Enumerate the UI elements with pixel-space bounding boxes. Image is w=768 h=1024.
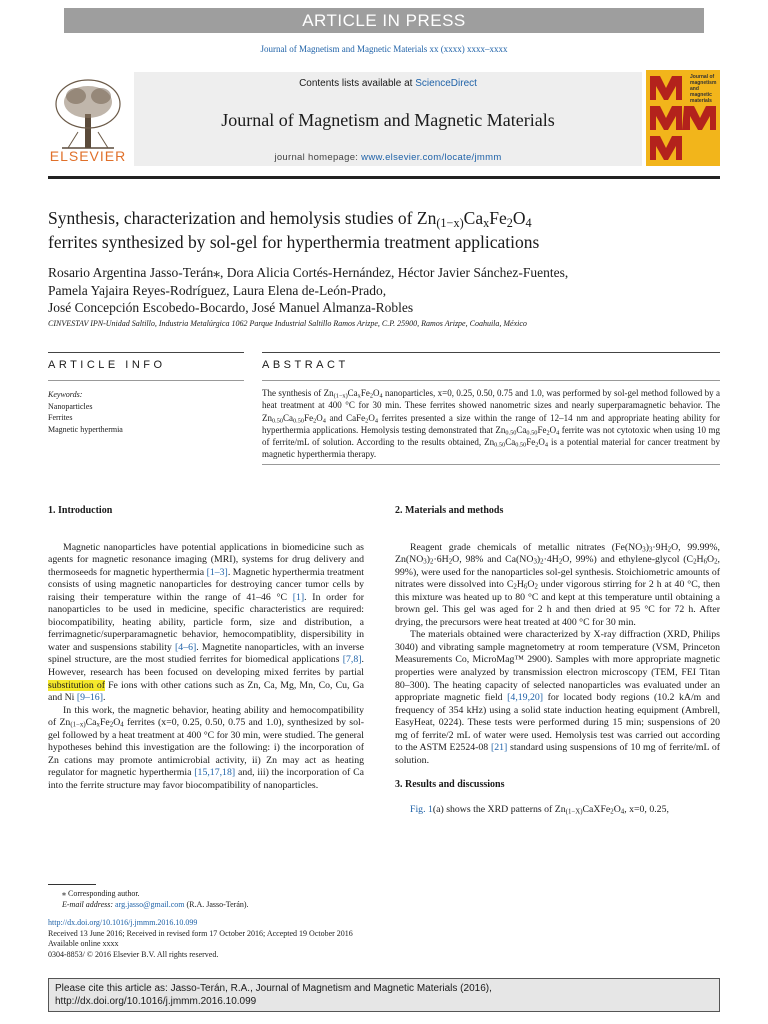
section-heading-introduction: 1. Introduction xyxy=(48,505,113,516)
authors-line[interactable]: Rosario Argentina Jasso-Terán⁎, Dora Alicia Cortés-Hernández, Héctor Javier Sánchez-Fuentes, xyxy=(48,265,569,280)
section-heading-results: 3. Results and discussions xyxy=(395,779,505,791)
results-paragraph-1: Fig. 1(a) shows the XRD patterns of $Zn_{(1-X)}CaXFe_2O_4$, x=0, 0.25, xyxy=(410,803,669,816)
keyword-item[interactable]: Nanoparticles xyxy=(48,401,93,411)
reference-link[interactable]: [15,17,18] xyxy=(194,767,236,779)
methods-paragraph-2: The materials obtained were characterized by X-ray diffraction (XRD, Philips 3040) and vibrating sample magnetometry at room temperature (VSM, Princeton Measurements Co, MicroMag™ 2900). Samples with more appropriate magnetic properties were analyzed by transmission electron microscopy (TEM, FEI Titan 80–300). The heating capacity of selected nanoparticles was evaluated under an appropriate magnetic field [4,19,20] for located body regions (10.2 kA/m and frequency of 354 kHz) using a solid state induction heating equipment (Ambrell, EasyHeat, 0224). These tests were performed during 15 min; suspensions of 20 mg of ferrite/2 mL of water were used. Hemolysis test was carried out according to the ASTM E2524-08 [21] standard using suspensions of 10 mg of ferrite/mL of solution. xyxy=(395,629,720,766)
corresponding-author-note: ⁎ Corresponding author. xyxy=(62,889,140,898)
reference-link[interactable]: [21] xyxy=(490,742,508,754)
journal-header xyxy=(48,68,720,170)
doi-link[interactable]: http://dx.doi.org/10.1016/j.jmmm.2016.10.099 xyxy=(48,918,198,927)
received-dates: Received 13 June 2016; Received in revised form 17 October 2016; Accepted 19 October 2016 xyxy=(48,928,353,938)
abstract-heading: ABSTRACT xyxy=(262,359,349,371)
author-list xyxy=(48,264,720,317)
reference-link[interactable]: [4–6] xyxy=(175,641,197,653)
abstract-subrule xyxy=(262,380,720,381)
right-column xyxy=(395,505,720,816)
abstract-end-rule xyxy=(262,464,720,465)
cite-line: Please cite this article as: Jasso-Terán, R.A., Journal of Magnetism and Magnetic Materials (2016), xyxy=(55,983,492,994)
header-divider xyxy=(48,176,720,179)
authors-line[interactable]: José Concepción Escobedo-Bocardo, José Manuel Almanza-Robles xyxy=(48,300,414,315)
contents-available-line: Contents lists available at ScienceDirect xyxy=(299,78,477,89)
journal-homepage-line: journal homepage: www.elsevier.com/locate/jmmm xyxy=(274,152,502,163)
article-info-heading: ARTICLE INFO xyxy=(48,359,166,371)
elsevier-wordmark: ELSEVIER xyxy=(49,148,127,164)
intro-paragraph-1: Magnetic nanoparticles have potential applications in biomedicine such as agents for magnetic resonance imaging (MRI), systems for drug delivery and thermoseeds for magnetic hyperthermia [1–3]. Magnetic hyperthermia treatment consists of using magnetic nanoparticles for destroying cancer tumor cells by raising their temperature within the range of 41–46 °C [1]. In order for nanoparticles to be used in medicine, specific characteristics are required: biocompatibility, heating ability, particle form, size and distribution, a ferrimagnetic/superparamagnetic behavior, hemocompatiblity, dispersibility in water and suspensions stability [4–6]. Magnetite nanoparticles, with an inverse spinel structure, are the most studied ferrites for biomedical applications [7,8]. However, research has been focused on developing mixed ferrites by partial substitution of Fe ions with other cations such as Zn, Ca, Mg, Mn, Co, Cu, Ga and Ni [9–16]. xyxy=(48,541,365,704)
reference-link[interactable]: [7,8] xyxy=(342,654,362,666)
cite-this-article-box xyxy=(48,978,720,1012)
abstract-body: The synthesis of $Zn_{(1-x)}Ca_xFe_2O_4$ nanoparticles, x=0, 0.25, 0.50, 0.75 and 1.0, was performed by sol-gel method followed by a heat treatment at 400 °C for 30 min. These ferrites showed nanometric sizes and nearly superparamagnetic behavior. The $Zn_{0.50}Ca_{0.50}Fe_2O_4$ and $CaFe_2O_4$ ferrites presented a size within the range of 12–14 nm and appropriate heating ability for hyperthermia applications. Hemolysis testing demonstrated that $Zn_{0.50}Ca_{0.50}Fe_2O_4$ ferrite was not cytotoxic when using 10 mg of ferrite/mL of solution. According to the results obtained, $Zn_{0.50}Ca_{0.50}Fe_2O_4$ is a potential material for cancer treatment by magnetic hyperthermia therapy. xyxy=(262,388,720,460)
intro-paragraph-2: In this work, the magnetic behavior, heating ability and hemocompatibility of $Zn_{(1-x)}Ca_xFe_2O_4$ ferrites (x=0, 0.25, 0.50, 0.75 and 1.0), synthesized by sol-gel followed by a heat treatment at 400 °C for 30 min, were studied. The general hypotheses behind this investigation are the following: i) the incorporation of Zn cations may promote antimicrobial activity, ii) Zn may act as heating regulator for magnetic hyperthermia [15,17,18] and, iii) the incorporation of Ca into the ferrite structure may favor biocompatibility of nanoparticles. xyxy=(48,704,365,791)
available-online: Available online xxxx xyxy=(48,939,119,948)
author-affiliation: CINVESTAV IPN-Unidad Saltillo, Industria Metalúrgica 1062 Parque Industrial Saltillo Ramos Arizpe, C.P. 25900, Ramos Arizpe, Coahuila, México xyxy=(48,319,527,328)
footnote-rule xyxy=(48,884,96,885)
methods-paragraph-1: Reagent grade chemicals of metallic nitrates ($Fe(NO_3)_3\cdot 9H_2O$, 99.99%, $Zn(NO_3)_2\cdot 6H_2O$, 98% and $Ca(NO_3)_2\cdot 4H_2O$, 99%) and ethylene-glycol ($C_2H_6O_2$, 99%), were used for the nanoparticles sol-gel synthesis. Stoichiometric amounts of nitrates were dissolved into $C_2H_6O_2$ under vigorous stirring for 2 h at 40 °C, then this mixture was heated up to 80 °C and kept at this temperature until obtaining a brown gel. This gel was aged for 2 h and then dried at 95 °C for 72 h. After drying, the precursors were heat treated at 400 °C for 30 min. xyxy=(395,541,720,628)
keywords-label: Keywords: xyxy=(48,390,83,399)
highlighted-text[interactable]: substitution of xyxy=(48,679,105,691)
left-column xyxy=(48,505,364,792)
reference-link[interactable]: [9–16] xyxy=(76,692,103,704)
copyright-line: 0304-8853/ © 2016 Elsevier B.V. All rights reserved. xyxy=(48,949,219,959)
journal-header-box xyxy=(134,72,642,166)
article-info-rule xyxy=(48,352,244,353)
journal-title: Journal of Magnetism and Magnetic Materials xyxy=(221,110,555,130)
article-title: Synthesis, characterization and hemolysis studies of $Zn_{(1-x)}Ca_xFe_2O_4$ ferrites synthesized by sol-gel for hyperthermia treatment applications xyxy=(48,208,540,252)
sciencedirect-link[interactable]: ScienceDirect xyxy=(415,78,477,89)
cover-journal-text: Journal of magnetism and magnetic materials xyxy=(690,74,717,104)
article-info-subrule xyxy=(48,380,244,381)
email-link[interactable]: arg.jasso@gmail.com xyxy=(115,899,185,909)
abstract-rule xyxy=(262,352,720,353)
email-line: E-mail address: arg.jasso@gmail.com (R.A. Jasso-Terán). xyxy=(62,899,249,909)
journal-citation-link[interactable]: Journal of Magnetism and Magnetic Materials xx (xxxx) xxxx–xxxx xyxy=(260,44,508,54)
keywords-block xyxy=(48,389,244,435)
article-in-press-banner: ARTICLE IN PRESS xyxy=(64,8,704,33)
keyword-item[interactable]: Magnetic hyperthermia xyxy=(48,424,123,434)
section-heading-materials-methods: 2. Materials and methods xyxy=(395,505,504,516)
keyword-item[interactable]: Ferrites xyxy=(48,413,73,422)
reference-link[interactable]: [1] xyxy=(292,591,305,603)
journal-cover-image xyxy=(646,70,720,166)
reference-link[interactable]: [4,19,20] xyxy=(507,692,544,704)
authors-line[interactable]: Pamela Yajaira Reyes-Rodríguez, Laura Elena de-León-Prado, xyxy=(48,282,387,298)
journal-homepage-link[interactable]: www.elsevier.com/locate/jmmm xyxy=(361,152,502,163)
figure-link[interactable]: Fig. 1 xyxy=(410,803,433,815)
footnotes xyxy=(48,884,720,960)
reference-link[interactable]: [1–3] xyxy=(206,566,228,578)
cite-doi[interactable]: http://dx.doi.org/10.1016/j.jmmm.2016.10.099 xyxy=(55,996,257,1007)
